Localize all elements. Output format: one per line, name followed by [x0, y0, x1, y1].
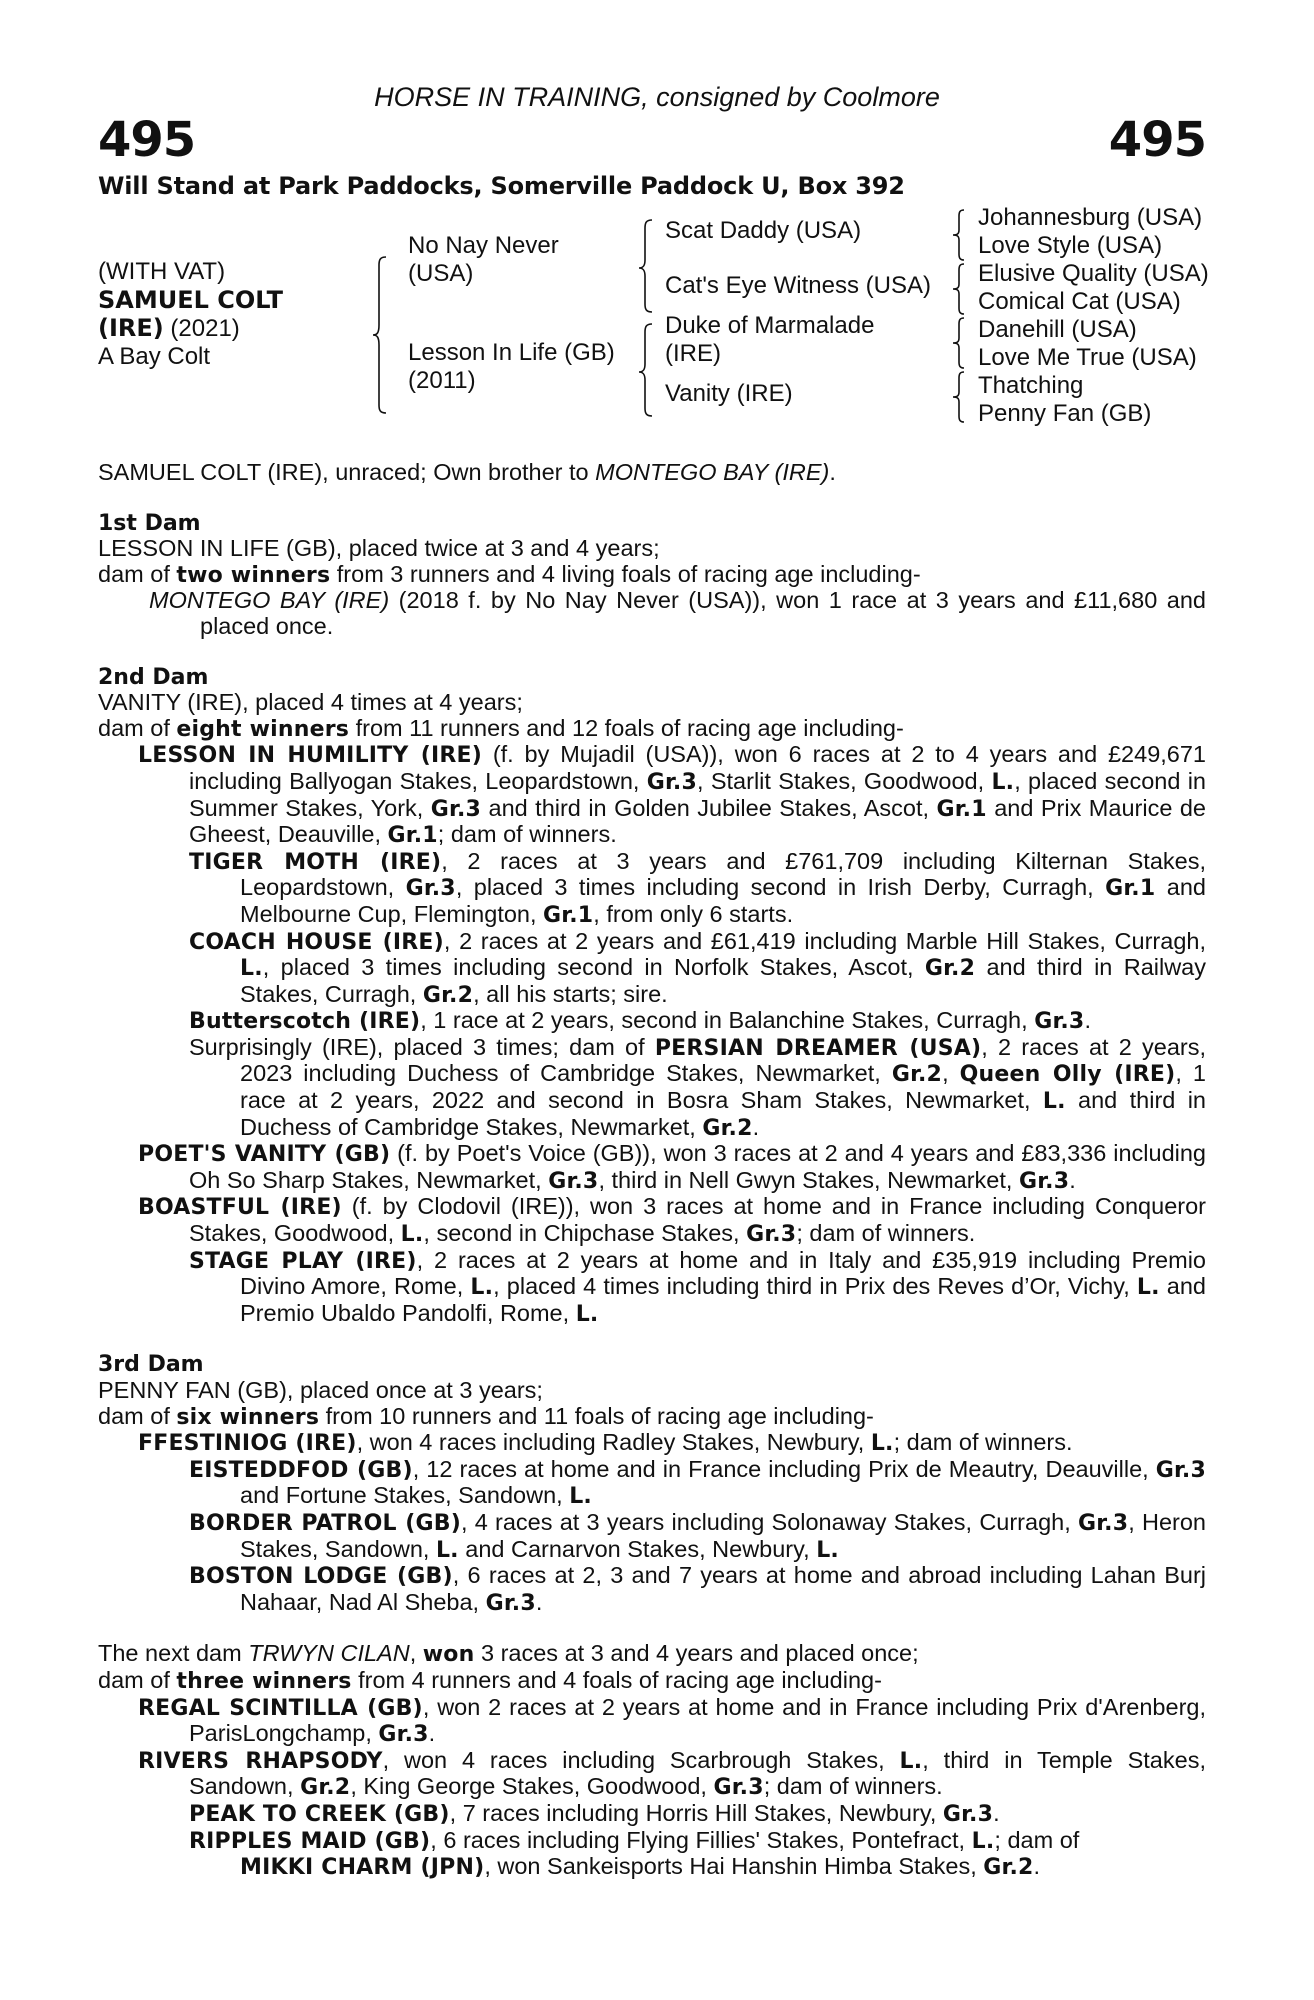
lot-number-left: 495	[98, 112, 196, 168]
lot-number-right: 495	[1108, 112, 1206, 168]
horse-description: A Bay Colt	[98, 343, 211, 370]
ggp-dsd: Love Me True (USA)	[978, 344, 1197, 371]
produce-coach-house: COACH HOUSE (IRE), 2 races at 2 years and £61,419 including Marble Hill Stakes, Curragh, L., placed 3 times including second in Norfolk Stakes, Ascot, Gr.2 and third in Railway Stakes, Curragh, Gr.2, all his starts; sire.	[189, 927, 1206, 1008]
sire-sire: Scat Daddy (USA)	[665, 217, 862, 244]
great-grandparents	[978, 204, 1209, 428]
ggp-ddd: Penny Fan (GB)	[978, 400, 1152, 427]
second-dam-produce: dam of eight winners from 11 runners and 12 foals of racing age including-	[98, 714, 904, 742]
sire-dam: Cat's Eye Witness (USA)	[665, 272, 931, 299]
ggp-sds: Elusive Quality (USA)	[978, 260, 1209, 287]
produce-border-patrol: BORDER PATROL (GB), 4 races at 3 years including Solonaway Stakes, Curragh, Gr.3, Heron Stakes, Sandown, L. and Carnarvon Stakes, Newbury, L.	[189, 1508, 1206, 1563]
summary-line: SAMUEL COLT (IRE), unraced; Own brother to MONTEGO BAY (IRE).	[98, 459, 836, 485]
produce-surprisingly: Surprisingly (IRE), placed 3 times; dam of PERSIAN DREAMER (USA), 2 races at 2 years, 2023 including Duchess of Cambridge Stakes, Newmarket, Gr.2, Queen Olly (IRE), 1 race at 2 years, 2022 and second in Bosra Sham Stakes, Newmarket, L. and third in Duchess of Cambridge Stakes, Newmarket, Gr.2.	[189, 1033, 1207, 1141]
catalogue-body	[98, 460, 1206, 1881]
produce-tiger-moth: TIGER MOTH (IRE), 2 races at 3 years and £761,709 including Kilternan Stakes, Leopardstown, Gr.3, placed 3 times including second in Irish Derby, Curragh, Gr.1 and Melbourne Cup, Flemington, Gr.1, from only 6 starts.	[189, 847, 1207, 928]
first-dam-heading: 1st Dam	[98, 510, 201, 536]
horse-name: SAMUEL COLT	[98, 286, 283, 314]
dam-name: Lesson In Life (GB)	[408, 339, 615, 366]
sire-country: (USA)	[408, 260, 474, 287]
horse-year: (2021)	[163, 315, 240, 342]
second-dam-line: VANITY (IRE), placed 4 times at 4 years;	[98, 689, 523, 716]
produce-stage-play: STAGE PLAY (IRE), 2 races at 2 years at home and in Italy and £35,919 including Premio Divino Amore, Rome, L., placed 4 times including third in Prix des Reves d’Or, Vichy, L. and Premio Ubaldo Pandolfi, Rome, L.	[189, 1246, 1206, 1327]
second-dam-heading: 2nd Dam	[98, 664, 209, 690]
next-dam-produce: dam of three winners from 4 runners and 4 foals of racing age including-	[98, 1666, 882, 1694]
sire-bracket	[638, 218, 658, 318]
ggp-dss: Danehill (USA)	[978, 316, 1137, 343]
produce-montego-bay: MONTEGO BAY (IRE) (2018 f. by No Nay Never (USA)), won 1 race at 3 years and £11,680 and placed once.	[149, 587, 1206, 639]
dam-bracket	[638, 322, 658, 422]
first-dam-produce: dam of two winners from 3 runners and 4 living foals of racing age including-	[98, 560, 921, 588]
third-dam-produce: dam of six winners from 10 runners and 11 foals of racing age including-	[98, 1402, 874, 1430]
dd-bracket	[950, 370, 968, 426]
produce-eisteddfod: EISTEDDFOD (GB), 12 races at home and in France including Prix de Meautry, Deauville, Gr.3 and Fortune Stakes, Sandown, L.	[189, 1455, 1206, 1510]
dam-sire	[665, 312, 874, 368]
stand-location: Will Stand at Park Paddocks, Somerville Paddock U, Box 392	[98, 172, 905, 200]
third-dam-line: PENNY FAN (GB), placed once at 3 years;	[98, 1377, 543, 1403]
ss-bracket	[950, 208, 968, 264]
first-dam-line: LESSON IN LIFE (GB), placed twice at 3 and 4 years;	[98, 535, 660, 562]
produce-peak-to-creek: PEAK TO CREEK (GB), 7 races including Horris Hill Stakes, Newbury, Gr.3.	[189, 1799, 1000, 1827]
dam-sire-name: Duke of Marmalade	[665, 312, 875, 339]
next-dam-line: The next dam TRWYN CILAN, won 3 races at 3 and 4 years and placed once;	[98, 1640, 919, 1668]
ggp-sdd: Comical Cat (USA)	[978, 288, 1181, 315]
produce-lesson-in-humility: LESSON IN HUMILITY (IRE) (f. by Mujadil (USA)), won 6 races at 2 to 4 years and £249,671 including Ballyogan Stakes, Leopardstown, Gr.3, Starlit Stakes, Goodwood, L., placed second in Summer Stakes, York, Gr.3 and third in Golden Jubilee Stakes, Ascot, Gr.1 and Prix Maurice de Gheest, Deauville, Gr.1; dam of winners.	[138, 741, 1207, 849]
produce-regal-scintilla: REGAL SCINTILLA (GB), won 2 races at 2 years at home and in France including Prix d'Arenberg, ParisLongchamp, Gr.3.	[138, 1693, 1206, 1748]
produce-rivers-rhapsody: RIVERS RHAPSODY, won 4 races including Scarbrough Stakes, L., third in Temple Stakes, Sandown, Gr.2, King George Stakes, Goodwood, Gr.3; dam of winners.	[138, 1746, 1206, 1801]
produce-poets-vanity: POET'S VANITY (GB) (f. by Poet's Voice (GB)), won 3 races at 2 and 4 years and £83,336 including Oh So Sharp Stakes, Newmarket, Gr.3, third in Nell Gwyn Stakes, Newmarket, Gr.3.	[138, 1140, 1206, 1194]
produce-boston-lodge: BOSTON LODGE (GB), 6 races at 2, 3 and 7 years at home and abroad including Lahan Burj Nahaar, Nad Al Sheba, Gr.3.	[189, 1562, 1206, 1616]
sd-bracket	[950, 262, 968, 318]
sire	[408, 232, 559, 288]
produce-ripples-maid: RIPPLES MAID (GB), 6 races including Flying Fillies' Stakes, Pontefract, L.; dam of	[189, 1826, 1080, 1854]
produce-ffestiniog: FFESTINIOG (IRE), won 4 races including Radley Stakes, Newbury, L.; dam of winners.	[138, 1429, 1073, 1457]
ggp-ssd: Love Style (USA)	[978, 232, 1163, 259]
produce-butterscotch: Butterscotch (IRE), 1 race at 2 years, second in Balanchine Stakes, Curragh, Gr.3.	[189, 1007, 1091, 1035]
third-dam-heading: 3rd Dam	[98, 1352, 204, 1378]
ds-bracket	[950, 316, 968, 372]
dam-dam: Vanity (IRE)	[665, 380, 793, 407]
pedigree-bracket	[372, 255, 392, 415]
ggp-sss: Johannesburg (USA)	[978, 204, 1203, 231]
horse-country: (IRE)	[98, 314, 164, 342]
dam-year: (2011)	[408, 367, 476, 394]
catalogue-subtitle: HORSE IN TRAINING, consigned by Coolmore	[374, 82, 940, 112]
produce-boastful: BOASTFUL (IRE) (f. by Clodovil (IRE)), won 3 races at home and in France including Conqueror Stakes, Goodwood, L., second in Chipchase Stakes, Gr.3; dam of winners.	[138, 1193, 1206, 1248]
sire-name: No Nay Never	[408, 232, 559, 259]
vat-note: (WITH VAT)	[98, 258, 226, 285]
ggp-dds: Thatching	[978, 372, 1084, 399]
dam-sire-country: (IRE)	[665, 340, 721, 367]
dam	[408, 339, 615, 395]
produce-mikki-charm: MIKKI CHARM (JPN), won Sankeisports Hai Hanshin Himba Stakes, Gr.2.	[240, 1853, 1041, 1881]
horse-info	[98, 258, 283, 371]
